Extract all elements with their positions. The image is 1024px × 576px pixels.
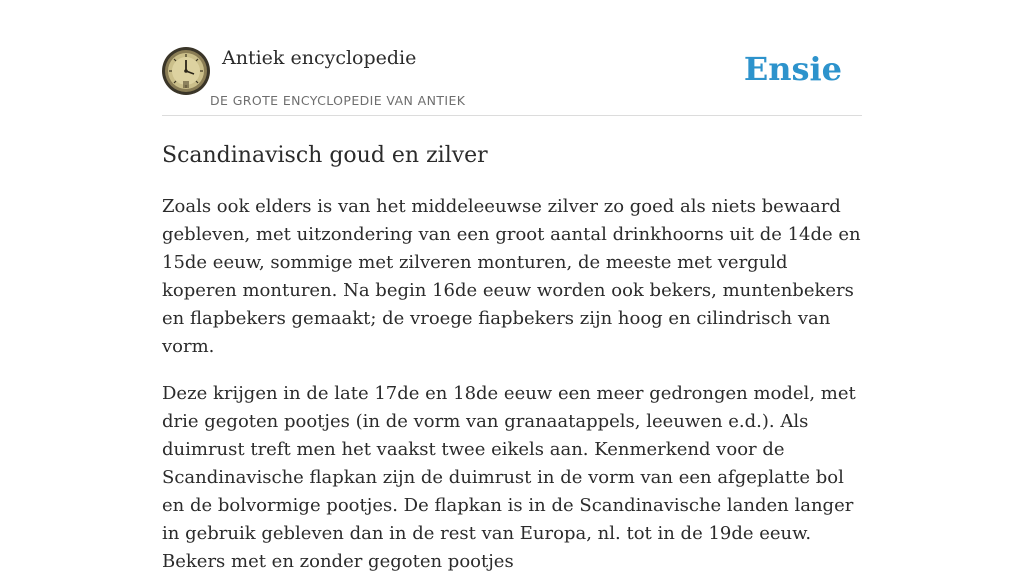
brand-logo-link[interactable]: Ensie [743,50,842,88]
site-header [162,0,862,116]
site-subtitle: DE GROTE ENCYCLOPEDIE VAN ANTIEK [210,93,466,108]
content-container [162,0,862,576]
article-paragraph: Deze krijgen in de late 17de en 18de eeuw een meer gedrongen model, met drie gegoten pootjes (in de vorm van granaatappels, leeuwen e.d.). Als duimrust treft men het vaakst twee eikels aan. Kenmerkend voor de Scandinavische flapkan zijn de duimrust in de vorm van een afgeplatte bol en de bolvormige pootjes. De flapkan is in de Scandinavische landen langer in gebruik gebleven dan in de rest van Europa, nl. tot in de 19de eeuw. Bekers met en zonder gegoten pootjes [162,383,856,572]
clock-icon[interactable] [162,47,210,95]
article-title: Scandinavisch goud en zilver [162,143,488,168]
article-paragraph: Zoals ook elders is van het middeleeuwse zilver zo goed als niets bewaard gebleven, met uitzondering van een groot aantal drinkhoorns uit de 14de en 15de eeuw, sommige met zilveren monturen, de meeste met verguld koperen monturen. Na begin 16de eeuw worden ook bekers, muntenbekers en flapbekers gemaakt; de vroege fiapbekers zijn hoog en cilindrisch van vorm. [162,196,861,357]
site-title[interactable]: Antiek encyclopedie [222,47,417,69]
article [162,141,862,576]
